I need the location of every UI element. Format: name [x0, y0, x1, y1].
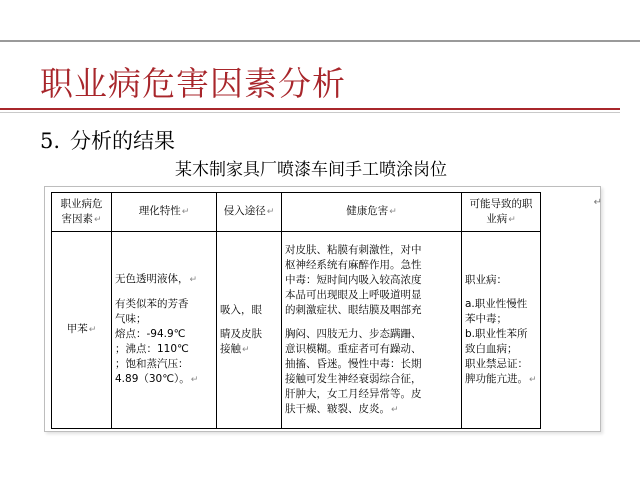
cell-routes: 吸入，眼 睛及皮肤 接触↵ — [217, 232, 282, 429]
title-underline-shadow — [0, 112, 620, 113]
return-mark-icon: ↵ — [88, 325, 97, 335]
header-properties: 理化特性↵ — [112, 193, 217, 232]
cell-disease: 职业病： a.职业性慢性 苯中毒； b.职业性苯所 致白血病； 职业禁忌证： 脾功能亢进。↵ — [462, 232, 541, 429]
table-header-row — [52, 193, 541, 232]
header-disease: 可能导致的职 业病↵ — [462, 193, 541, 232]
header-factor: 职业病危 害因素↵ — [52, 193, 112, 232]
table-caption: 某木制家具厂喷漆车间手工喷涂岗位 — [175, 160, 447, 180]
top-divider — [0, 40, 640, 42]
header-health: 健康危害↵ — [282, 193, 462, 232]
return-mark-icon: ↵ — [389, 207, 397, 217]
table-image-frame — [44, 186, 601, 432]
section-number: 5. — [40, 129, 61, 153]
hazard-table — [51, 192, 541, 429]
return-mark-icon: ↵ — [266, 207, 275, 217]
return-mark-icon: ↵ — [190, 375, 199, 385]
cell-health: 对皮肤、粘膜有刺激性，对中 枢神经系统有麻醉作用。急性 中毒：短时间内吸入较高浓度 本品可出现眼及上呼吸道明显 的刺激症状、眼结膜及咽部充 胸闷、四肢无力、步态蹒跚、 意识模糊。重症者可有躁动、 抽搐、昏迷。慢性中毒：长期 接触可发生神经衰弱综合征， 肝肿大，女工月经异常等。皮 肤干燥、皲裂、皮炎。↵ — [282, 232, 462, 429]
return-mark-icon: ↵ — [181, 207, 190, 217]
return-mark-icon: ↵ — [391, 404, 399, 415]
section-title: 分析的结果 — [70, 129, 176, 153]
section-heading — [40, 128, 175, 154]
return-mark-icon: ↵ — [189, 275, 198, 285]
header-routes: 侵入途径↵ — [217, 193, 282, 232]
return-mark-icon: ↵ — [93, 214, 102, 225]
table-row — [52, 232, 541, 429]
return-mark-icon: ↵ — [508, 214, 516, 225]
return-mark-icon: ↵ — [242, 344, 250, 355]
slide-title: 职业病危害因素分析 — [40, 64, 346, 103]
title-underline — [0, 108, 620, 110]
return-mark-icon: ↵ — [529, 374, 537, 385]
cell-factor: 甲苯↵ — [52, 232, 112, 429]
paragraph-mark-icon: ↵ — [593, 197, 602, 208]
cell-properties: 无色透明液体，↵ 有类似苯的芳香 气味； 熔点：-94.9℃ ；沸点：110℃ ；饱和蒸汽压： 4.89（30℃）。↵ — [112, 232, 217, 429]
